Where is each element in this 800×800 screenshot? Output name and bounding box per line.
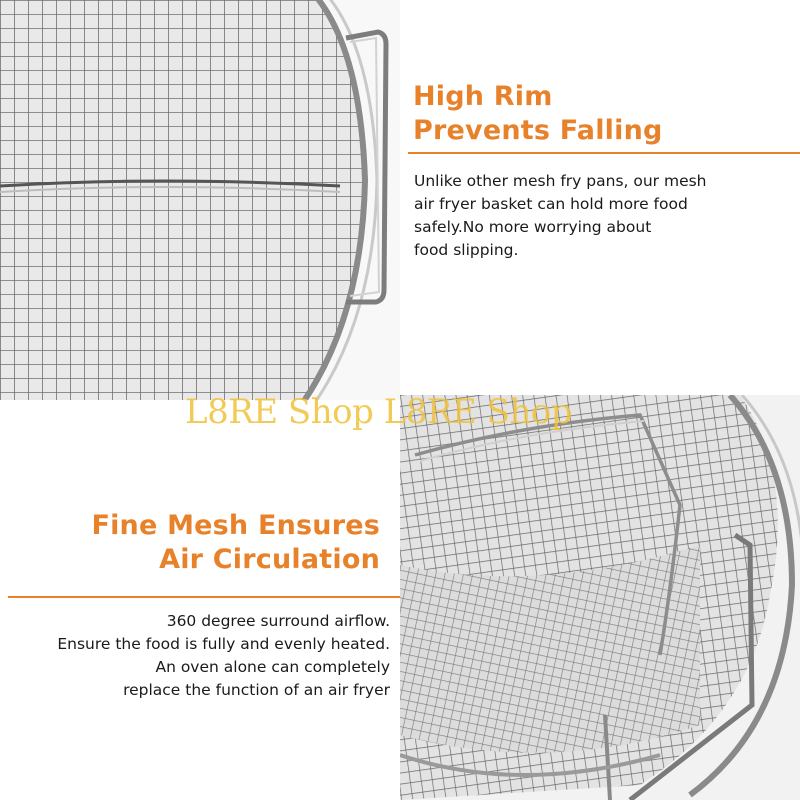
- top-feature-description: [414, 170, 794, 262]
- bottom-body-line: Ensure the food is fully and evenly heated.: [57, 635, 390, 653]
- top-body-line: safely.No more worrying about: [414, 218, 652, 236]
- top-body-line: food slipping.: [414, 241, 519, 259]
- top-body-line: air fryer basket can hold more food: [414, 195, 688, 213]
- bottom-feature-heading: [91, 509, 380, 577]
- top-divider: [408, 152, 800, 154]
- bottom-body-line: 360 degree surround airflow.: [166, 612, 390, 630]
- mesh-basket-bottom-photo: [400, 395, 800, 800]
- mesh-basket-top-photo: [0, 0, 400, 400]
- top-feature-heading: [413, 80, 663, 148]
- top-heading-line1: High Rim: [413, 81, 553, 112]
- top-body-line: Unlike other mesh fry pans, our mesh: [414, 172, 707, 190]
- top-heading-line2: Prevents Falling: [413, 115, 663, 146]
- bottom-heading-line2: Air Circulation: [159, 544, 380, 575]
- bottom-body-line: replace the function of an air fryer: [123, 681, 390, 699]
- bottom-feature-description: [0, 610, 390, 702]
- bottom-divider: [8, 596, 400, 598]
- bottom-heading-line1: Fine Mesh Ensures: [91, 510, 380, 541]
- mesh-basket-top-graphic: [0, 0, 400, 400]
- shop-watermark: L8RE Shop L8RE Shop: [185, 392, 573, 432]
- bottom-body-line: An oven alone can completely: [155, 658, 390, 676]
- mesh-basket-bottom-graphic: [400, 395, 800, 800]
